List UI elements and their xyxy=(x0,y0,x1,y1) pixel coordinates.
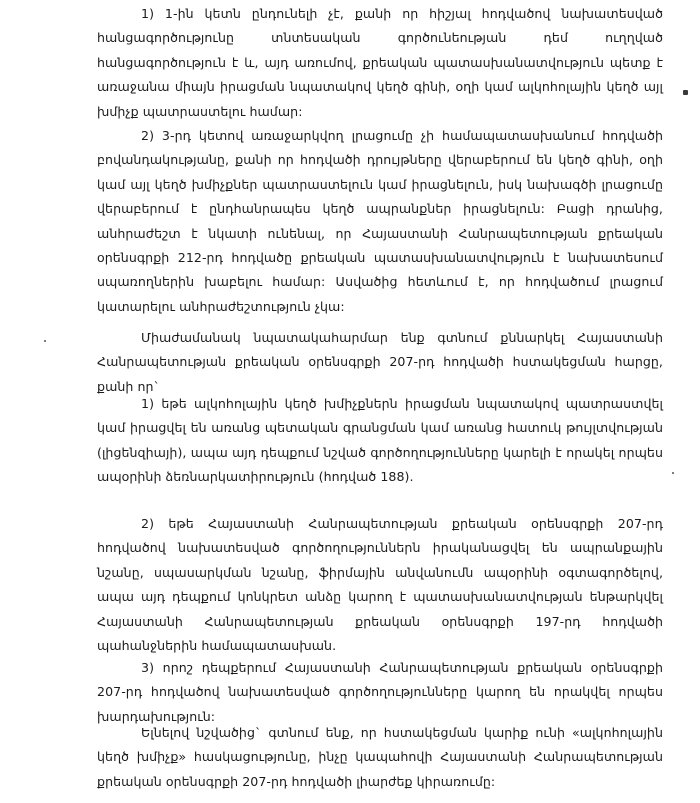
paragraph-conclusion: Ելնելով նշվածից` գտնում ենք, որ հստակեցման կարիք ունի «ալկոհոլային կեղծ խմիչք» հասկացությունը, ինչը կապահովի Հայաստանի Հանրապետության քրեական օրենսգրքի 207-րդ հոդվածի լիարժեք կիրառումը: xyxy=(97,725,663,789)
paragraph-reason-3: 3) որոշ դեպքերում Հայաստանի Հանրապետության քրեական օրենսգրքի 207-րդ հոդվածով նախատեսված գործողությունները կարող են որակվել որպես խարդախություն: xyxy=(97,660,663,724)
scan-margin-mark xyxy=(683,90,688,95)
scan-speck xyxy=(44,340,46,342)
scan-speck xyxy=(672,472,674,474)
paragraph-item-1: 1) 1-ին կետն ընդունելի չէ, քանի որ հիշյալ հոդվածով նախատեսված հանցագործությունը տնտեսական գործունեության դեմ ուղղված հանցագործություն է և, այդ առումով, քրեական պատասխանատվություն պետք է առաջանա միայն իրացման նպատակով կեղծ գինի, օղի կամ ալկոհոլային կեղծ այլ խմիչք պատրաստելու համար: xyxy=(97,6,663,119)
paragraph-reason-2: 2) եթե Հայաստանի Հանրապետության քրեական օրենսգրքի 207-րդ հոդվածով նախատեսված գործողություններն իրականացվել են ապրանքային նշանը, սպասարկման նշանը, ֆիրմային անվանումն ապօրինի օգտագործելով, ապա այդ դեպքում կոնկրետ անձը կարող է պատասխանատվության ենթարկվել Հայաստանի Հանրապետության քրեական օրենսգրքի 197-րդ հոդվածի պահանջներին համապատասխան. xyxy=(97,516,663,654)
paragraph-item-2: 2) 3-րդ կետով առաջարկվող լրացումը չի համապատասխանում հոդվածի բովանդակությանը, քանի որ հոդվածի դրույթները վերաբերում են կեղծ գինի, օղի կամ այլ կեղծ խմիչքներ պատրաստելուն կամ իրացնելուն, իսկ նախագծի լրացումը վերաբերում է ընդհանրապես կեղծ ապրանքներ իրացնելուն: Բացի դրանից, անհրաժեշտ է նկատի ունենալ, որ Հայաստանի Հանրապետության քրեական օրենսգրքի 212-րդ հոդվածը քրեական պատասխանատվություն է նախատեսում սպառողներին խաբելու համար: Ասվածից հետևում է, որ հոդվածում լրացում կատարելու անհրաժեշտություն չկա: xyxy=(97,128,663,314)
paragraph-intro: Միաժամանակ նպատակահարմար ենք գտնում քննարկել Հայաստանի Հանրապետության քրեական օրենսգրքի 207-րդ հոդվածի հստակեցման հարցը, քանի որ` xyxy=(97,330,663,394)
paragraph-reason-1: 1) եթե ալկոհոլային կեղծ խմիչքներն իրացման նպատակով պատրաստվել կամ իրացվել են առանց պետական գրանցման կամ առանց հատուկ թույլտվության (լիցենզիայի), ապա այդ դեպքում նշված գործողությունները կարելի է որակել որպես ապօրինի ձեռնարկատիրություն (հոդված 188). xyxy=(97,396,663,485)
